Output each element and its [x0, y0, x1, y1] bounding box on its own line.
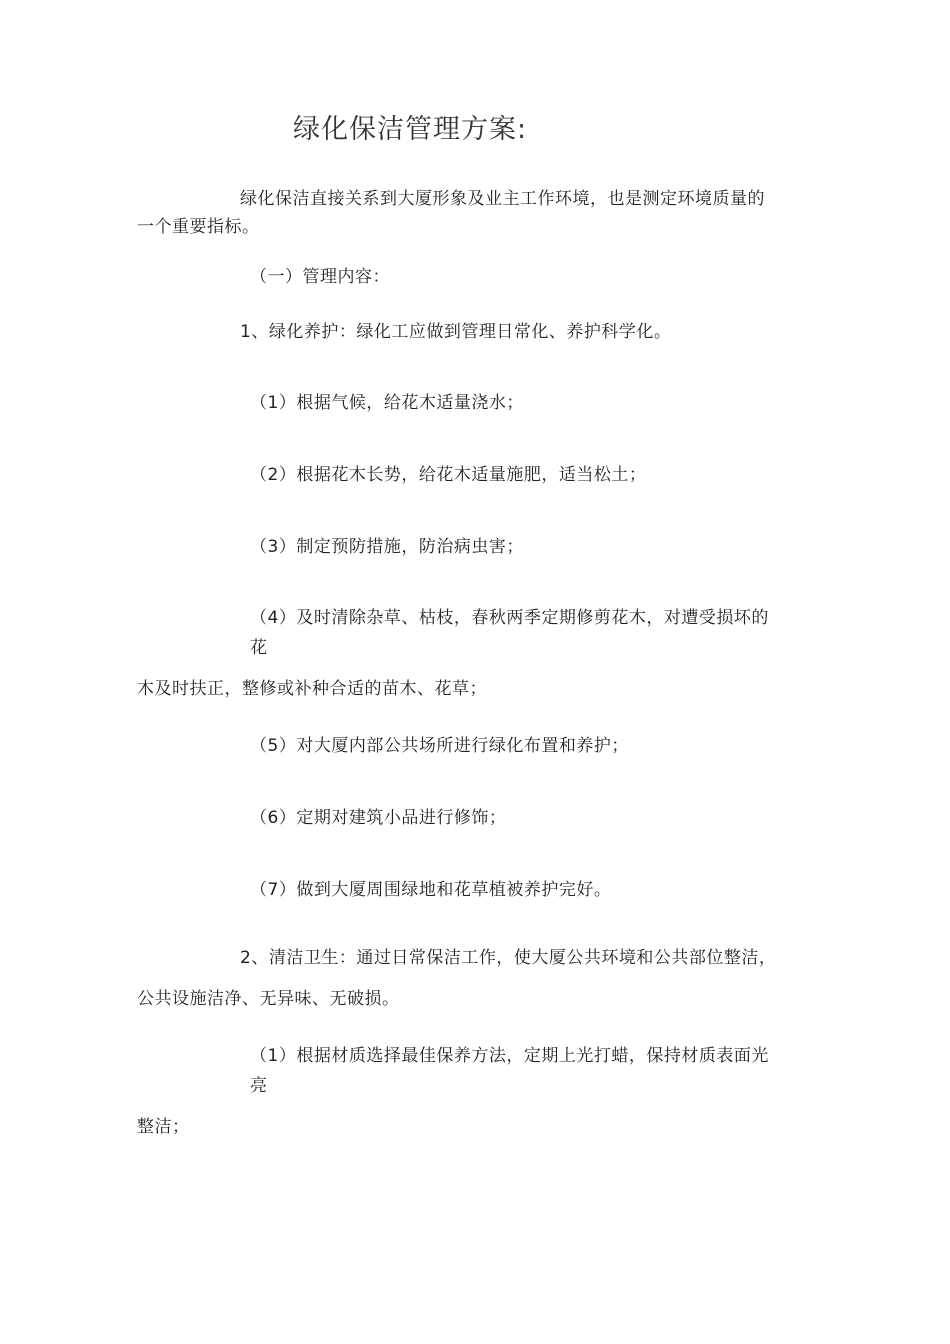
item2-heading-line-1: 2、清洁卫生：通过日常保洁工作，使大厦公共环境和公共部位整洁，	[240, 948, 777, 968]
item1-sub-6: （6）定期对建筑小品进行修饰；	[250, 808, 507, 828]
item1-sub-3: （3）制定预防措施，防治病虫害；	[250, 537, 524, 557]
item2-heading-line-2: 公共设施洁净、无异味、无破损。	[137, 989, 400, 1009]
item1-sub-4-line-1: （4）及时清除杂草、枯枝，春秋两季定期修剪花木，对遭受损坏的	[250, 608, 769, 628]
intro-paragraph-line-1: 绿化保洁直接关系到大厦形象及业主工作环境，也是测定环境质量的	[240, 189, 765, 209]
item1-sub-5: （5）对大厦内部公共场所进行绿化布置和养护；	[250, 736, 629, 756]
item1-sub-1: （1）根据气候，给花木适量浇水；	[250, 393, 524, 413]
item1-heading: 1、绿化养护：绿化工应做到管理日常化、养护科学化。	[240, 322, 672, 342]
document-title: 绿化保洁管理方案:	[293, 114, 528, 145]
item1-sub-7: （7）做到大厦周围绿地和花草植被养护完好。	[250, 880, 612, 900]
section-heading: （一）管理内容：	[250, 267, 390, 287]
item1-sub-2: （2）根据花木长势，给花木适量施肥，适当松土；	[250, 465, 647, 485]
item1-sub-4-line-2: 花	[250, 638, 268, 658]
item1-sub-4-line-3: 木及时扶正，整修或补种合适的苗木、花草；	[137, 679, 487, 699]
intro-paragraph-line-2: 一个重要指标。	[137, 217, 260, 237]
item2-sub-1-line-2: 亮	[250, 1076, 268, 1096]
item2-sub-1-line-3: 整洁；	[137, 1117, 190, 1137]
item2-sub-1-line-1: （1）根据材质选择最佳保养方法，定期上光打蜡，保持材质表面光	[250, 1046, 769, 1066]
